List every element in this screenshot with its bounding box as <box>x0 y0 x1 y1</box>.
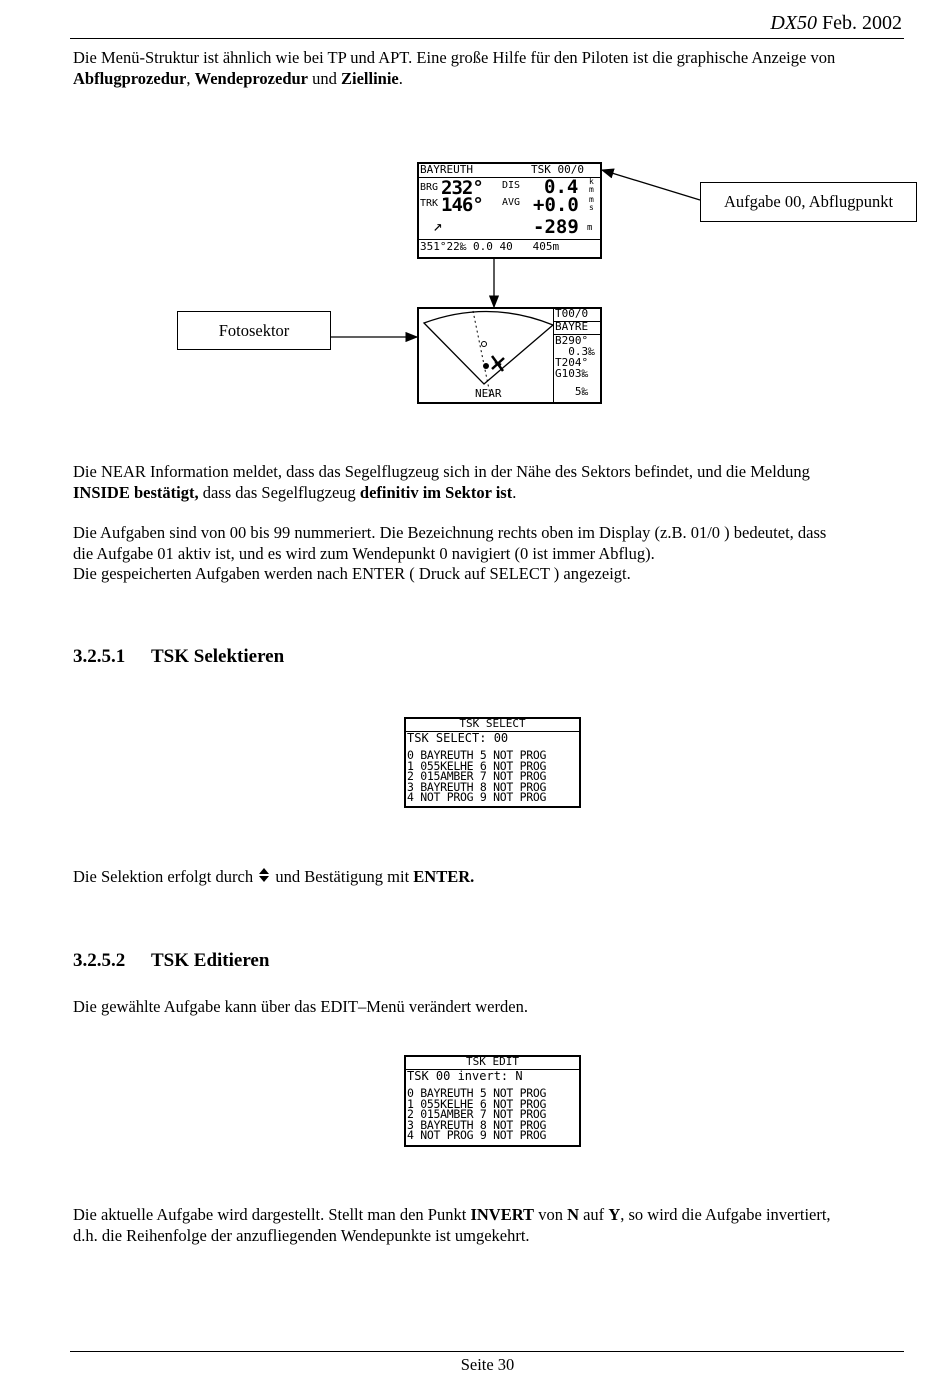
lcd-select-row-0: 0 BAYREUTH 5 NOT PROG <box>407 748 547 762</box>
header-date: Feb. 2002 <box>817 12 902 34</box>
intro-sep-1: , <box>186 68 195 88</box>
select-paragraph <box>73 867 908 888</box>
lcd-avg-unit-top: m <box>589 195 594 204</box>
lcd-edit-row-0: 0 BAYREUTH 5 NOT PROG <box>407 1086 547 1100</box>
intro-bold-1: Abflugprozedur <box>73 68 187 88</box>
lcd-side-row-6: 5‰ <box>555 385 589 398</box>
lcd-side-row-3: 0.3‰ <box>555 345 595 358</box>
invert-text-1: Die aktuelle Aufgabe wird dargestellt. Stellt man den Punkt <box>73 1205 471 1224</box>
invert-line-2: d.h. die Reihenfolge der anzufliegenden Wendepunkte ist umgekehrt. <box>73 1225 530 1245</box>
glider-position <box>483 363 489 369</box>
invert-text-3: auf <box>578 1205 609 1224</box>
near-text-3: . <box>512 482 517 502</box>
lcd-edit-row-2: 2 015AMBER 7 NOT PROG <box>407 1107 547 1121</box>
header-model: DX50 <box>770 12 817 34</box>
lcd-dis-unit-top: k <box>589 177 594 186</box>
lcd-select-row-1: 1 055KELHE 6 NOT PROG <box>407 758 547 773</box>
lcd-avg-unit-bot: s <box>589 203 594 212</box>
lcd-edit-row-1: 1 055KELHE 6 NOT PROG <box>407 1096 547 1111</box>
section-number: 3.2.5.2 <box>73 950 126 971</box>
near-bold-2: definitiv im Sektor ist <box>359 482 513 502</box>
lcd-side-row-1: BAYRE <box>555 320 589 333</box>
lcd-dis-value: 0.4 <box>544 176 579 198</box>
lcd-alt-value: -289 <box>533 216 579 238</box>
section-title: TSK Selektieren <box>151 646 285 667</box>
lcd-brg-label: BRG <box>420 182 439 193</box>
intro-end: . <box>398 68 403 88</box>
lcd-title-left: BAYREUTH <box>420 163 473 176</box>
lcd-edit-title: TSK EDIT <box>466 1055 519 1068</box>
up-down-arrow-icon <box>257 867 271 883</box>
lcd-side-row-0: T00/0 <box>555 307 589 320</box>
lcd-avg-value: +0.0 <box>533 194 579 216</box>
section-heading-select <box>73 646 284 668</box>
callout-task-start: Aufgabe 00, Abflugpunkt <box>700 182 917 222</box>
page-number: Seite 30 <box>460 1355 515 1374</box>
lcd-edit-row-3: 3 BAYREUTH 8 NOT PROG <box>407 1117 547 1132</box>
tasks-line-1: Die Aufgaben sind von 00 bis 99 nummeriert. Die Bezeichnung rechts oben im Display (z.B. 01/0 ) bedeutet, dass <box>73 523 827 542</box>
lcd-tsk-select <box>404 717 581 808</box>
edit-paragraph: Die gewählte Aufgabe kann über das EDIT–Menü verändert werden. <box>73 997 528 1016</box>
near-bold-1: INSIDE bestätigt, <box>73 482 199 502</box>
footer-rule <box>70 1351 904 1352</box>
lcd-title-right: TSK 00/0 <box>531 163 584 176</box>
intro-bold-3: Ziellinie <box>341 68 399 88</box>
section-title: TSK Editieren <box>151 950 270 971</box>
lcd-dis-unit-bot: m <box>589 185 594 194</box>
lcd-map-divider <box>553 309 554 402</box>
section-number: 3.2.5.1 <box>73 646 126 667</box>
lcd-navigation-display <box>417 162 602 259</box>
near-text-2: dass das Segelflugzeug <box>198 482 360 502</box>
lcd-select-row-2: 2 015AMBER 7 NOT PROG <box>407 769 547 783</box>
lcd-brg-value: 232° <box>441 177 483 199</box>
lcd-dis-label: DIS <box>502 180 521 191</box>
lcd-edit-line: TSK 00 invert: N <box>407 1069 523 1083</box>
lcd-trk-label: TRK <box>420 198 439 209</box>
tasks-line-3: Die gespeicherten Aufgaben werden nach ENTER ( Druck auf SELECT ) angezeigt. <box>73 564 631 583</box>
lcd-direction-arrow-icon: ↗ <box>433 216 443 235</box>
lcd-side-row-5: G103‰ <box>555 367 589 380</box>
glider-icon <box>492 356 504 371</box>
invert-bold-3: Y <box>608 1205 621 1224</box>
callout-photo-sector: Fotosektor <box>177 311 331 350</box>
lcd-side-row-2: B290° <box>555 334 589 347</box>
intro-bold-2: Wendeprozedur <box>194 68 308 88</box>
intro-sep-2: und <box>308 68 341 88</box>
select-text-2: und Bestätigung mit <box>271 867 414 886</box>
invert-bold-1: INVERT <box>470 1205 535 1224</box>
lcd-select-row-4: 4 NOT PROG 9 NOT PROG <box>407 790 547 804</box>
lcd-bottom-row: 351°22‰ 0.0 40 405m <box>420 240 560 253</box>
near-paragraph <box>73 462 908 503</box>
section-heading-edit <box>73 950 269 972</box>
lcd-edit-row-4: 4 NOT PROG 9 NOT PROG <box>407 1128 547 1142</box>
invert-text-2: von <box>534 1205 568 1224</box>
lcd-select-line: TSK SELECT: 00 <box>407 731 509 745</box>
invert-paragraph <box>73 1205 908 1246</box>
lcd-trk-value: 146° <box>441 194 483 216</box>
lcd-avg-label: AVG <box>502 197 521 208</box>
lcd-tsk-edit <box>404 1055 581 1147</box>
lcd-select-row-3: 3 BAYREUTH 8 NOT PROG <box>407 779 547 794</box>
arrow-to-task-label <box>602 170 700 200</box>
lcd-select-title: TSK SELECT <box>459 717 526 730</box>
intro-line1: Die Menü-Struktur ist ähnlich wie bei TP und APT. Eine große Hilfe für den Piloten ist die graphische Anzeige von <box>73 48 836 67</box>
lcd-alt-unit: m <box>587 223 593 233</box>
select-text-1: Die Selektion erfolgt durch <box>73 867 258 886</box>
select-bold-enter: ENTER. <box>413 867 475 886</box>
course-line <box>473 311 491 399</box>
invert-text-4: , so wird die Aufgabe invertiert, <box>620 1205 831 1224</box>
lcd-near-label: NEAR <box>475 387 502 400</box>
turnpoint-marker <box>482 342 487 347</box>
lcd-map-display <box>417 307 602 404</box>
tasks-paragraph <box>73 523 908 585</box>
near-text-1: Die NEAR Information meldet, dass das Segelflugzeug sich in der Nähe des Sektors befindet, und die Meldung <box>73 462 810 481</box>
invert-bold-2: N <box>567 1205 579 1224</box>
tasks-line-2: die Aufgabe 01 aktiv ist, und es wird zum Wendepunkt 0 navigiert (0 ist immer Abflug). <box>73 543 655 563</box>
photo-sector-shape <box>424 311 553 384</box>
lcd-side-row-4: T204° <box>555 356 589 369</box>
